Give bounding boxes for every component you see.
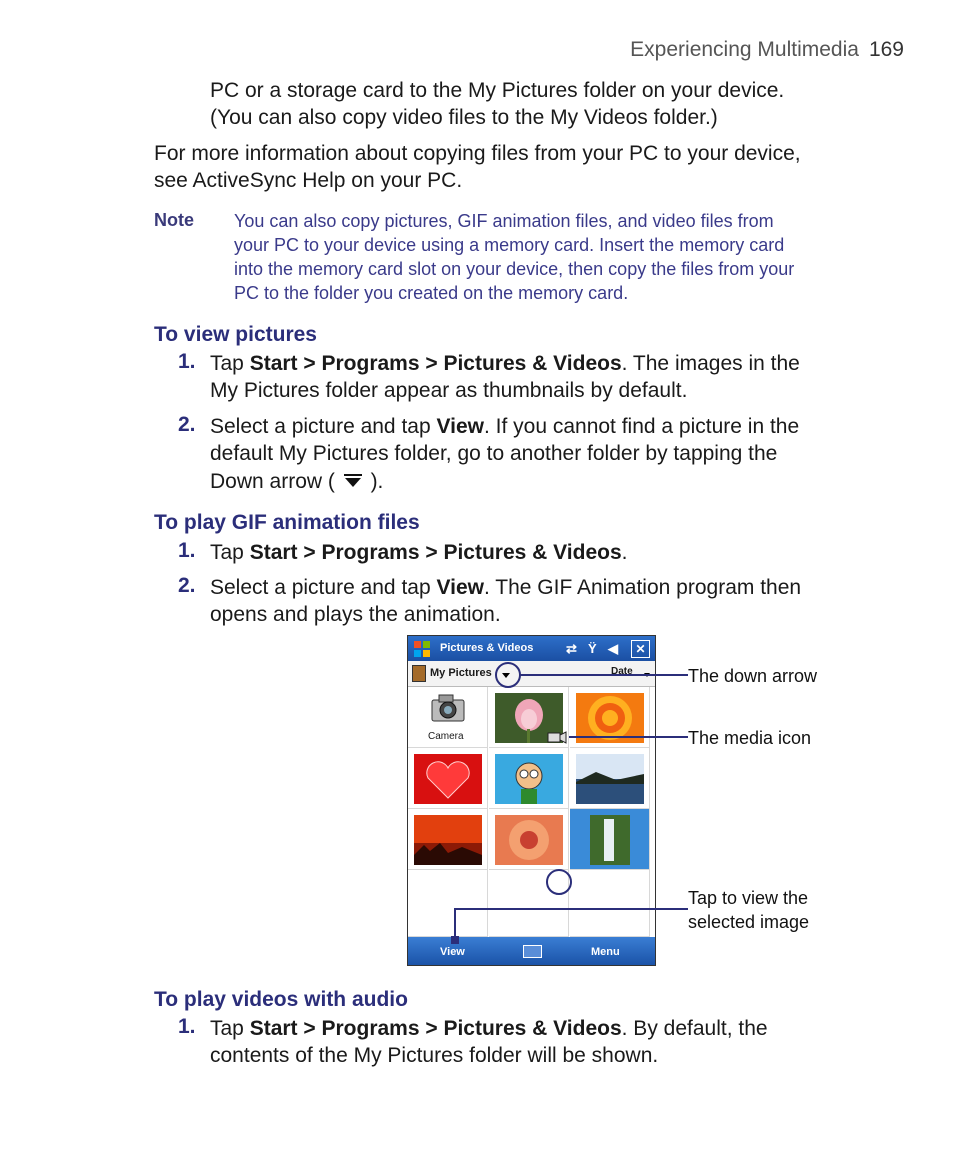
step-text: . The images in the xyxy=(621,352,800,375)
step-text: Select a picture and tap xyxy=(210,415,437,438)
soft-key-bar xyxy=(408,937,655,965)
orange-circles-image xyxy=(576,693,644,743)
folder-name[interactable]: My Pictures xyxy=(430,667,492,679)
waterfall-photo xyxy=(576,815,644,865)
step-text: My Pictures folder appear as thumbnails by default. xyxy=(210,379,688,402)
step-text: Tap xyxy=(210,1017,250,1040)
chevron-down-icon[interactable] xyxy=(502,673,510,678)
app-title: Pictures & Videos xyxy=(440,642,534,654)
empty-cell xyxy=(570,870,650,937)
callout-tap-line-2: selected image xyxy=(688,912,810,932)
step-text: . The GIF Animation program then xyxy=(483,576,802,599)
lake-photo xyxy=(576,754,644,804)
note-line-3: into the memory card slot on your device, then copy the files from your xyxy=(234,259,795,279)
intro-line-1: PC or a storage card to the My Pictures folder on your device. xyxy=(210,79,785,102)
view-step-1 xyxy=(210,350,800,404)
note-label: Note xyxy=(154,210,194,230)
callout-tap-line-1: Tap to view the xyxy=(688,888,809,908)
callout-tap-to-view xyxy=(688,886,809,934)
step-number: 1. xyxy=(178,350,196,373)
section-title: Experiencing Multimedia xyxy=(630,38,859,61)
thumbnail-waterfall-selected[interactable] xyxy=(570,809,650,870)
step-text: Tap xyxy=(210,352,250,375)
videos-step-1 xyxy=(210,1015,768,1069)
step-text: . If you cannot find a picture in the xyxy=(483,415,800,438)
running-header xyxy=(630,38,904,62)
title-bar xyxy=(408,636,655,661)
thumbnail-heart[interactable] xyxy=(408,748,488,809)
folder-icon xyxy=(412,665,426,682)
thumbnail-flower[interactable] xyxy=(489,809,569,870)
sort-chevron-icon[interactable] xyxy=(644,673,650,677)
step-text: opens and plays the animation. xyxy=(210,603,501,626)
step-text: Select a picture and tap xyxy=(210,576,437,599)
volume-icon[interactable]: ◀ xyxy=(608,641,618,656)
note-line-4: PC to the folder you created on the memory card. xyxy=(234,283,629,303)
callout-down-arrow: The down arrow xyxy=(688,666,818,686)
step-text: ). xyxy=(370,470,384,493)
intro-line-2: (You can also copy video files to the My Videos folder.) xyxy=(210,106,718,129)
empty-cell xyxy=(489,870,569,937)
menu-path: Start > Programs > Pictures & Videos xyxy=(249,352,622,375)
windows-logo-icon[interactable] xyxy=(412,639,432,658)
step-text: contents of the My Pictures folder will be shown. xyxy=(210,1044,659,1067)
heart-image xyxy=(414,754,482,804)
menu-softkey[interactable]: Menu xyxy=(591,946,620,958)
step-number: 1. xyxy=(178,1015,196,1038)
callout-media-icon: The media icon xyxy=(688,728,812,748)
menu-path: Start > Programs > Pictures & Videos xyxy=(249,1017,622,1040)
view-step-2 xyxy=(210,413,799,495)
thumbnail-grid xyxy=(408,687,655,937)
view-command: View xyxy=(436,576,484,599)
camera-label: Camera xyxy=(428,731,464,742)
menu-path: Start > Programs > Pictures & Videos xyxy=(249,541,622,564)
note-line-2: your PC to your device using a memory card. Insert the memory card xyxy=(234,235,785,255)
step-number: 2. xyxy=(178,413,196,436)
heading-gif: To play GIF animation files xyxy=(154,511,420,534)
intro-indented xyxy=(210,77,784,131)
step-number: 1. xyxy=(178,539,196,562)
gif-step-1 xyxy=(210,539,627,566)
device-screenshot xyxy=(407,635,656,966)
camera-icon xyxy=(430,693,466,723)
thumbnail-camera[interactable] xyxy=(408,687,488,748)
thumbnail-sunset[interactable] xyxy=(408,809,488,870)
step-text: . xyxy=(621,541,628,564)
folder-toolbar xyxy=(408,661,655,687)
gif-step-2 xyxy=(210,574,801,628)
page-number: 169 xyxy=(868,38,904,61)
heading-videos-audio: To play videos with audio xyxy=(154,988,408,1011)
thumbnail-cartoon[interactable] xyxy=(489,748,569,809)
thumbnail-orange-circles[interactable] xyxy=(570,687,650,748)
sort-label[interactable]: Date xyxy=(611,666,633,677)
media-icon xyxy=(547,731,567,744)
view-command: View xyxy=(436,415,484,438)
signal-icon[interactable]: Ÿ xyxy=(588,641,597,656)
empty-cell xyxy=(408,870,488,937)
thumbnail-lake[interactable] xyxy=(570,748,650,809)
note-line-1: You can also copy pictures, GIF animation files, and video files from xyxy=(234,211,774,231)
close-button[interactable]: ✕ xyxy=(631,640,650,658)
sunset-photo xyxy=(414,815,482,865)
down-arrow-icon xyxy=(345,478,361,487)
intro-para-line-1: For more information about copying files from your PC to your device, xyxy=(154,142,801,165)
step-text: Tap xyxy=(210,541,250,564)
intro-paragraph xyxy=(154,140,801,194)
heading-view-pictures: To view pictures xyxy=(154,323,317,346)
note-text xyxy=(234,209,794,305)
step-text: default My Pictures folder, go to another folder by tapping the xyxy=(210,442,778,465)
thumbnail-lotus[interactable] xyxy=(489,687,569,748)
cartoon-image xyxy=(495,754,563,804)
step-number: 2. xyxy=(178,574,196,597)
keyboard-icon[interactable] xyxy=(523,945,542,958)
flower-photo xyxy=(495,815,563,865)
view-softkey[interactable]: View xyxy=(440,946,465,958)
step-text: . By default, the xyxy=(621,1017,768,1040)
step-text: Down arrow ( xyxy=(210,470,335,493)
intro-para-line-2: see ActiveSync Help on your PC. xyxy=(154,169,463,192)
connectivity-icon[interactable]: ⇄ xyxy=(566,641,577,656)
